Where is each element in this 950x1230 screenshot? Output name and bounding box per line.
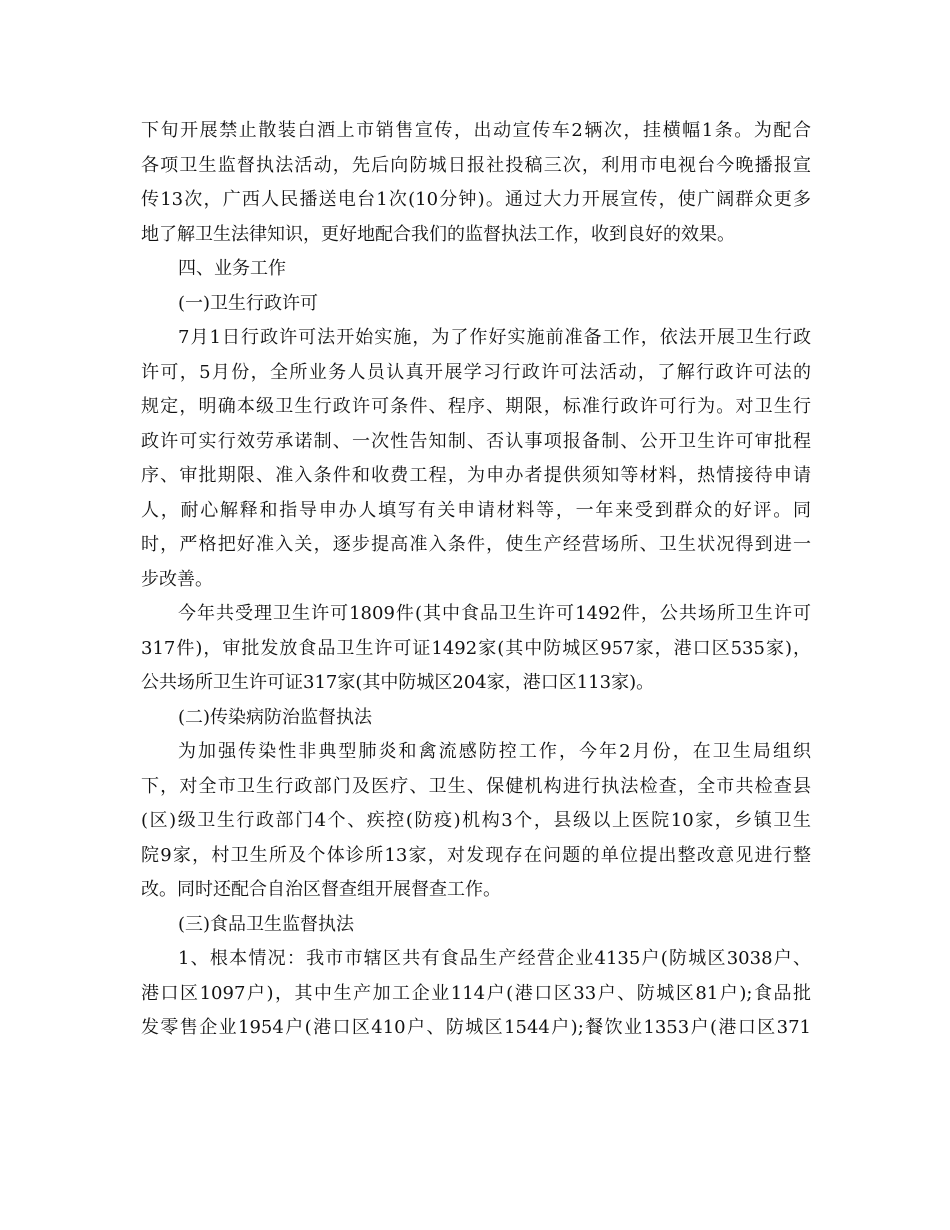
text-line: 下，对全市卫生行政部门及医疗、卫生、保健机构进行执法检查，全市共检查县 [141,775,811,797]
text-line: 政许可实行效劳承诺制、一次性告知制、否认事项报备制、公开卫生许可审批程 [141,430,811,452]
text-line: 院9家，村卫生所及个体诊所13家，对发现存在问题的单位提出整改意见进行整 [141,844,811,866]
text-line: 317件)，审批发放食品卫生许可证1492家(其中防城区957家，港口区535家)， [141,637,811,659]
document-body [141,114,811,1046]
text-line: 各项卫生监督执法活动，先后向防城日报社投稿三次，利用市电视台今晚播报宣 [141,154,811,176]
text-line: 时，严格把好准入关，逐步提高准入条件，使生产经营场所、卫生状况得到进一 [141,534,811,555]
text-line: 许可，5月份，全所业务人员认真开展学习行政许可法活动，了解行政许可法的 [141,361,811,383]
text-line: 今年共受理卫生许可1809件(其中食品卫生许可1492件，公共场所卫生许可 [178,603,811,624]
text-line: 下旬开展禁止散装白酒上市销售宣传，出动宣传车2辆次，挂横幅1条。为配合 [141,120,811,141]
text-line: 传13次，广西人民播送电台1次(10分钟)。通过大力开展宣传，使广阔群众更多 [141,189,811,210]
text-line: 港口区1097户)，其中生产加工企业114户(港口区33户、防城区81户);食品批 [141,982,811,1004]
text-line: 7月1日行政许可法开始实施，为了作好实施前准备工作，依法开展卫生行政 [178,327,811,348]
text-line: 改。同时还配合自治区督查组开展督查工作。 [141,879,501,900]
text-line: 公共场所卫生许可证317家(其中防城区204家，港口区113家)。 [141,672,655,693]
text-line: 规定，明确本级卫生行政许可条件、程序、期限，标准行政许可行为。对卫生行 [141,396,811,417]
subsection-heading: (三)食品卫生监督执法 [178,913,355,935]
subsection-heading: (一)卫生行政许可 [178,292,319,314]
text-line: 为加强传染性非典型肺炎和禽流感防控工作，今年2月份，在卫生局组织 [178,741,811,762]
text-line: 序、审批期限、准入条件和收费工程，为申办者提供须知等材料，热情接待申请 [141,465,811,486]
text-line: 发零售企业1954户(港口区410户、防城区1544户);餐饮业1353户(港口区371 [141,1017,811,1038]
text-line: 地了解卫生法律知识，更好地配合我们的监督执法工作，收到良好的效果。 [141,223,735,245]
section-heading: 四、业务工作 [178,258,286,279]
text-line: 人，耐心解释和指导申办人填写有关申请材料等，一年来受到群众的好评。同 [141,499,811,521]
text-line: 1、根本情况：我市市辖区共有食品生产经营企业4135户(防城区3038户、 [178,948,811,969]
subsection-heading: (二)传染病防治监督执法 [178,706,373,728]
text-line: (区)级卫生行政部门4个、疾控(防疫)机构3个，县级以上医院10家，乡镇卫生 [141,810,811,831]
text-line: 步改善。 [141,568,213,590]
